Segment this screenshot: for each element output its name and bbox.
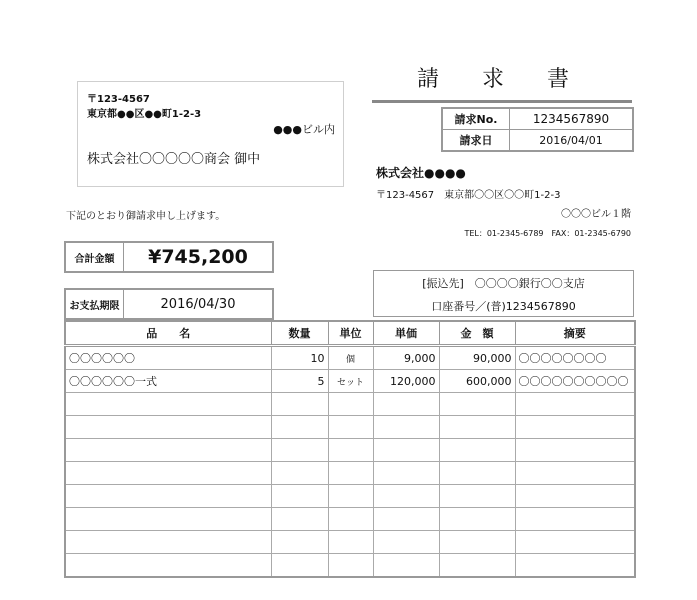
item-amount	[439, 531, 515, 554]
item-name	[65, 508, 271, 531]
due-label: お支払期限	[66, 290, 124, 318]
item-remarks	[515, 393, 635, 416]
item-remarks	[515, 508, 635, 531]
table-row	[65, 554, 635, 578]
bank-line-2: 口座番号／(普)1234567890	[431, 300, 576, 313]
item-name	[65, 554, 271, 578]
item-name	[65, 462, 271, 485]
header-quantity: 数量	[271, 321, 328, 346]
item-quantity	[271, 439, 328, 462]
item-unit-price	[373, 416, 439, 439]
recipient-building: ●●●ビル内	[273, 123, 335, 136]
item-unit-price	[373, 508, 439, 531]
recipient-address-box	[77, 81, 344, 187]
document-title: 請 求 書	[372, 62, 632, 103]
item-name: 〇〇〇〇〇〇一式	[65, 370, 271, 393]
item-amount: 600,000	[439, 370, 515, 393]
invoice-date: 2016/04/01	[510, 130, 634, 152]
payment-due-box	[64, 288, 274, 320]
item-unit-price	[373, 462, 439, 485]
item-unit-price	[373, 485, 439, 508]
item-name	[65, 439, 271, 462]
item-amount	[439, 508, 515, 531]
total-label: 合計金額	[66, 243, 124, 271]
item-unit: セット	[328, 370, 373, 393]
item-remarks	[515, 554, 635, 578]
table-row	[65, 370, 635, 393]
item-remarks: 〇〇〇〇〇〇〇〇	[515, 346, 635, 370]
invoice-date-label: 請求日	[442, 130, 510, 152]
item-name: 〇〇〇〇〇〇	[65, 346, 271, 370]
items-table	[64, 320, 636, 578]
header-unit-price: 単価	[373, 321, 439, 346]
table-row	[65, 485, 635, 508]
item-unit-price	[373, 439, 439, 462]
item-unit-price	[373, 393, 439, 416]
item-remarks	[515, 462, 635, 485]
item-name	[65, 485, 271, 508]
item-remarks	[515, 416, 635, 439]
header-remarks: 摘要	[515, 321, 635, 346]
recipient-address: 東京都●●区●●町1-2-3	[87, 109, 202, 120]
header-amount: 金 額	[439, 321, 515, 346]
item-amount	[439, 393, 515, 416]
item-remarks: 〇〇〇〇〇〇〇〇〇〇	[515, 370, 635, 393]
item-unit	[328, 393, 373, 416]
total-value: ¥745,200	[148, 246, 248, 268]
bank-line-1: [振込先] 〇〇〇〇銀行〇〇支店	[422, 277, 585, 290]
table-row	[65, 393, 635, 416]
item-amount	[439, 439, 515, 462]
item-amount: 90,000	[439, 346, 515, 370]
table-row	[65, 346, 635, 370]
table-row	[65, 531, 635, 554]
item-unit	[328, 462, 373, 485]
table-row	[65, 462, 635, 485]
item-quantity	[271, 416, 328, 439]
recipient-name: 株式会社〇〇〇〇〇商会 御中	[87, 152, 261, 167]
item-unit	[328, 485, 373, 508]
table-row	[65, 508, 635, 531]
item-unit: 個	[328, 346, 373, 370]
item-amount	[439, 416, 515, 439]
item-quantity	[271, 554, 328, 578]
items-header-row	[65, 321, 635, 346]
table-row	[65, 416, 635, 439]
item-name	[65, 416, 271, 439]
invoice-meta-table	[441, 107, 634, 152]
invoice-no-label: 請求No.	[442, 108, 510, 130]
item-quantity	[271, 531, 328, 554]
item-quantity	[271, 485, 328, 508]
item-unit	[328, 554, 373, 578]
issuer-contact: TEL：01-2345-6789 FAX：01-2345-6790	[464, 229, 631, 238]
item-unit	[328, 439, 373, 462]
item-amount	[439, 554, 515, 578]
due-value: 2016/04/30	[160, 296, 236, 312]
item-quantity: 5	[271, 370, 328, 393]
item-quantity	[271, 393, 328, 416]
item-name	[65, 531, 271, 554]
header-item-name: 品 名	[65, 321, 271, 346]
issuer-building: 〇〇〇ビル１階	[561, 209, 631, 220]
issuer-name: 株式会社●●●●	[376, 166, 466, 180]
item-remarks	[515, 485, 635, 508]
item-unit-price: 9,000	[373, 346, 439, 370]
item-remarks	[515, 531, 635, 554]
bank-info-box	[373, 270, 634, 317]
invoice-message: 下記のとおり御請求申し上げます。	[66, 211, 226, 222]
item-remarks	[515, 439, 635, 462]
item-amount	[439, 485, 515, 508]
item-unit-price	[373, 531, 439, 554]
item-unit-price	[373, 554, 439, 578]
invoice-no: 1234567890	[510, 108, 634, 130]
item-unit	[328, 531, 373, 554]
item-name	[65, 393, 271, 416]
recipient-postal: 〒123-4567	[87, 94, 150, 105]
header-unit: 単位	[328, 321, 373, 346]
item-quantity: 10	[271, 346, 328, 370]
total-amount-box	[64, 241, 274, 273]
issuer-address: 〒123-4567 東京都〇〇区〇〇町1-2-3	[376, 190, 561, 201]
item-unit	[328, 508, 373, 531]
item-amount	[439, 462, 515, 485]
item-unit	[328, 416, 373, 439]
table-row	[65, 439, 635, 462]
item-unit-price: 120,000	[373, 370, 439, 393]
item-quantity	[271, 462, 328, 485]
item-quantity	[271, 508, 328, 531]
